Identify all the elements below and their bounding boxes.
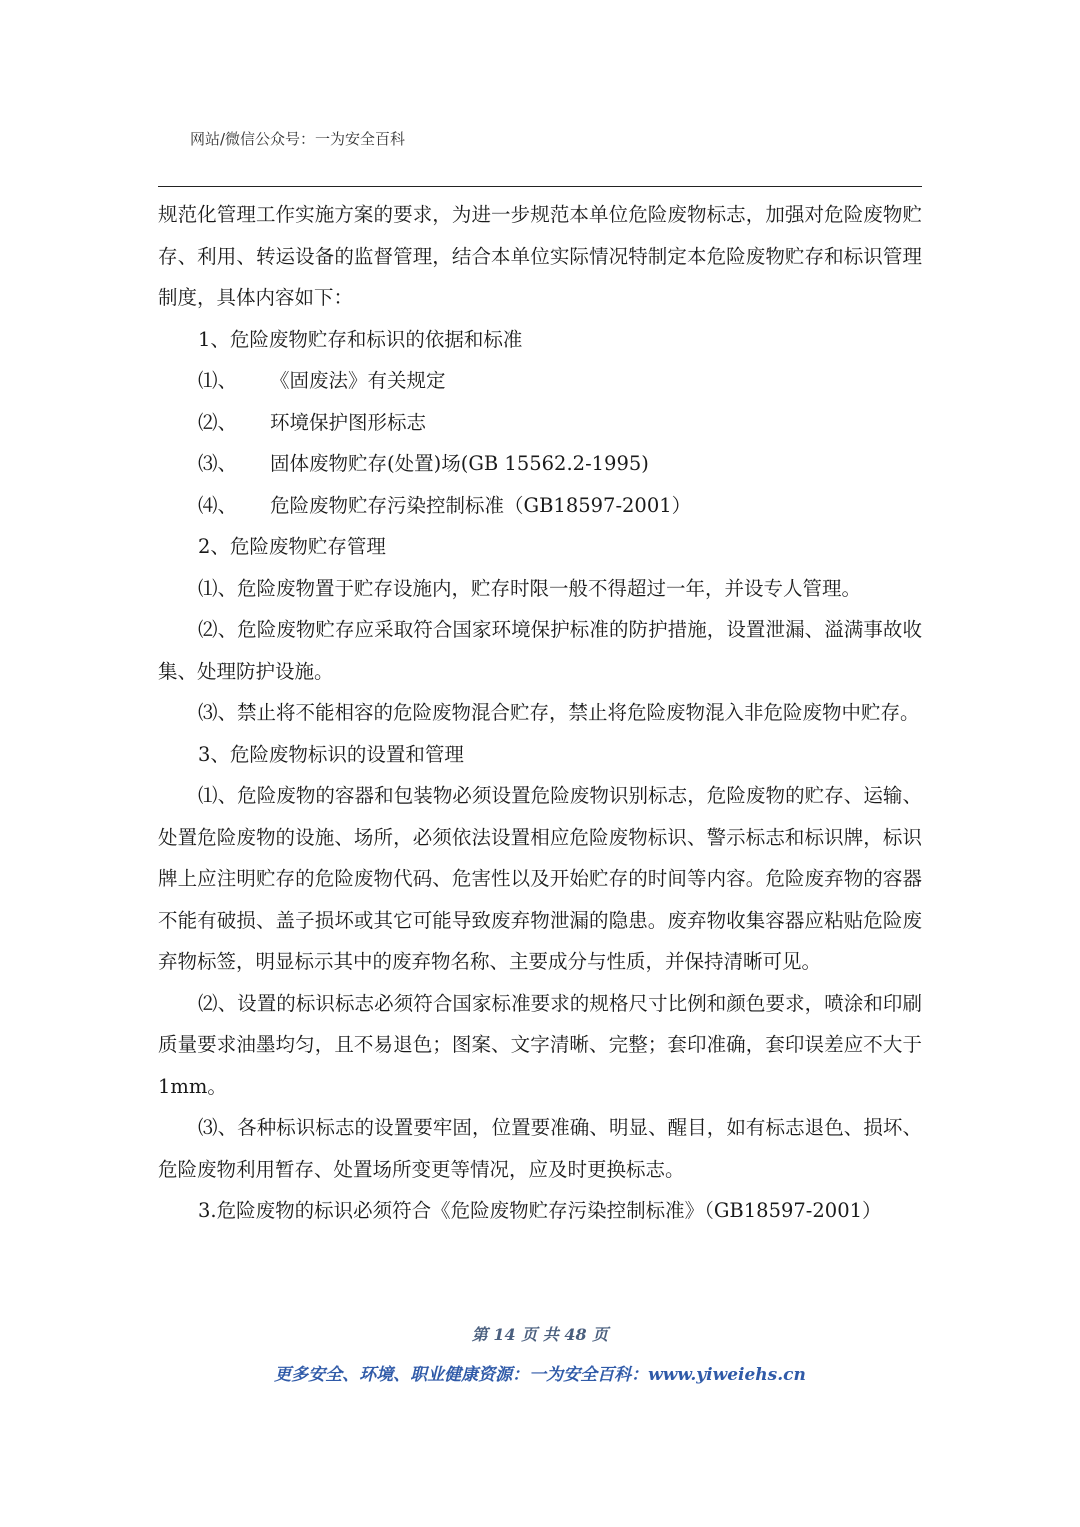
document-body xyxy=(158,194,922,1232)
section-3-item: ⑵、设置的标识标志必须符合国家标准要求的规格尺寸比例和颜色要求，喷涂和印刷质量要求油墨均匀，且不易退色；图案、文字清晰、完整；套印准确，套印误差应不大于 1mm。 xyxy=(158,991,922,1098)
item-number: ⑷、 xyxy=(198,493,238,517)
item-text: 环境保护图形标志 xyxy=(270,410,427,434)
header-rule xyxy=(158,186,922,187)
intro-paragraph: 规范化管理工作实施方案的要求，为进一步规范本单位危险废物标志，加强对危险废物贮存、利用、转运设备的监督管理，结合本单位实际情况特制定本危险废物贮存和标识管理制度，具体内容如下： xyxy=(158,203,922,309)
section-2-title: 2、危险废物贮存管理 xyxy=(198,535,386,558)
item-number: ⑵、 xyxy=(198,410,238,434)
section-3-item: ⑴、危险废物的容器和包装物必须设置危险废物识别标志，危险废物的贮存、运输、处置危险废物的设施、场所，必须依法设置相应危险废物标识、警示标志和标识牌，标识牌上应注明贮存的危险废物代码、危害性以及开始贮存的时间等内容。危险废弃物的容器不能有破损、盖子损坏或其它可能导致废弃物泄漏的隐患。废弃物收集容器应粘贴危险废弃物标签，明显标示其中的废弃物名称、主要成分与性质，并保持清晰可见。 xyxy=(158,784,922,973)
item-number: ⑴、 xyxy=(198,369,238,392)
item-number: ⑶、 xyxy=(198,452,238,475)
item-text: 《固废法》有关规定 xyxy=(270,369,446,392)
page-number: 第 14 页 共 48 页 xyxy=(471,1325,609,1344)
section-1-item xyxy=(158,443,922,485)
section-1-item xyxy=(158,402,922,444)
footer-resources: 更多安全、环境、职业健康资源：一为安全百科：www.yiweiehs.cn xyxy=(274,1365,806,1385)
item-text: 危险废物贮存污染控制标准（GB18597-2001） xyxy=(270,493,692,517)
section-2-item: ⑶、禁止将不能相容的危险废物混合贮存，禁止将危险废物混入非危险废物中贮存。 xyxy=(198,701,920,724)
section-2-item: ⑴、危险废物置于贮存设施内，贮存时限一般不得超过一年，并设专人管理。 xyxy=(198,576,862,600)
section-3-item: ⑶、各种标识标志的设置要牢固，位置要准确、明显、醒目，如有标志退色、损坏、危险废物利用暂存、处置场所变更等情况，应及时更换标志。 xyxy=(158,1116,922,1181)
section-1-item xyxy=(158,485,922,527)
item-text: 固体废物贮存(处置)场(GB 15562.2-1995) xyxy=(270,452,649,475)
section-3-title: 3、危险废物标识的设置和管理 xyxy=(198,742,464,766)
section-1-item xyxy=(158,360,922,402)
section-3-closing: 3.危险废物的标识必须符合《危险废物贮存污染控制标准》（GB18597-2001） xyxy=(198,1199,882,1222)
section-2-item: ⑵、危险废物贮存应采取符合国家环境保护标准的防护措施，设置泄漏、溢满事故收集、处理防护设施。 xyxy=(158,618,922,683)
header-site: 网站/微信公众号：一为安全百科 xyxy=(190,130,406,148)
section-1-title: 1、危险废物贮存和标识的依据和标准 xyxy=(198,327,523,351)
